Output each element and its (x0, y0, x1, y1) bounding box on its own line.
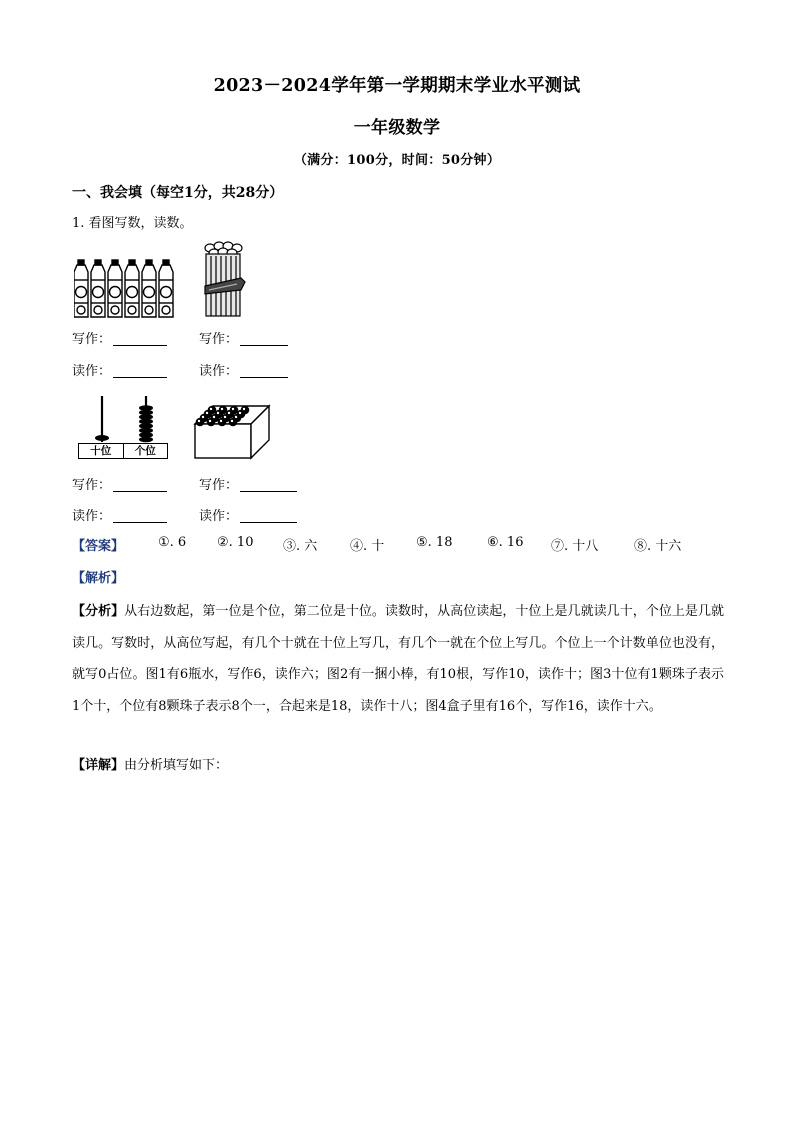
read-label: 读作： (199, 364, 239, 379)
stick-bundle-figure (201, 240, 247, 320)
abacus-tens-label: 十位 (79, 444, 124, 458)
answer-blank[interactable] (113, 477, 167, 492)
detail-line (72, 754, 228, 773)
analysis-tag: 【解析】 (72, 571, 125, 586)
question-text: 1. 看图写数，读数。 (72, 216, 193, 231)
exam-info: （满分：100分，时间：50分钟） (293, 153, 501, 168)
write-label: 写作： (199, 332, 239, 347)
answer-item-8: ⑧. 十六 (634, 539, 682, 554)
read-row-2 (199, 360, 288, 379)
fenxi-text: 从右边数起，第一位是个位，第二位是十位。读数时，从高位读起，十位上是几就读几十，个位上是几就读几。写数时，从高位写起，有几个十就在十位上写几，有几个一就在个位上写几。个位上一个计数单位也没有，就写0占位。图1有6瓶水，写作6，读作六；图2有一捆小棒，有10根，写作10，读作十；图3十位有1颗珠子表示1个十，个位有8颗珠子表示8个一，合起来是18，读作十八；图4盒子里有16个，写作16，读作十六。 (72, 604, 724, 714)
abacus-ones-label: 个位 (134, 445, 156, 457)
answer-item-6: ⑥. 16 (487, 535, 524, 550)
answer-item-3: ③. 六 (283, 539, 318, 554)
answer-blank[interactable] (113, 363, 167, 378)
answer-blank[interactable] (113, 331, 167, 346)
write-row-2 (199, 328, 288, 347)
answer-item-4: ④. 十 (350, 539, 385, 554)
fenxi-tag: 【分析】 (72, 604, 125, 619)
write-label: 写作： (72, 332, 112, 347)
write-row-3 (72, 474, 167, 493)
exam-subtitle: 一年级数学 (353, 118, 441, 138)
read-label: 读作： (72, 509, 112, 524)
answer-blank[interactable] (240, 508, 297, 523)
answer-item-2: ②. 10 (217, 535, 254, 550)
write-label: 写作： (72, 478, 112, 493)
answer-line (72, 535, 724, 553)
ball-box-figure (193, 402, 271, 460)
detail-tag: 【详解】 (72, 758, 125, 773)
detail-text: 由分析填写如下： (124, 758, 229, 773)
read-label: 读作： (72, 364, 112, 379)
answer-blank[interactable] (240, 477, 297, 492)
answer-tag: 【答案】 (72, 539, 125, 554)
read-row-1 (72, 360, 167, 379)
abacus-base (78, 443, 168, 459)
section-heading: 一、我会填（每空1分，共28分） (72, 185, 284, 201)
answer-item-7: ⑦. 十八 (551, 539, 599, 554)
write-row-4 (199, 474, 297, 493)
analysis-paragraph (72, 596, 724, 722)
abacus-figure (78, 392, 170, 460)
read-row-3 (72, 505, 167, 524)
exam-title: 2023－2024学年第一学期期末学业水平测试 (213, 76, 581, 96)
read-label: 读作： (199, 509, 239, 524)
bottles-figure (74, 258, 178, 320)
answer-blank[interactable] (240, 363, 288, 378)
read-row-4 (199, 505, 297, 524)
answer-blank[interactable] (113, 508, 167, 523)
answer-item-1: ①. 6 (158, 535, 187, 550)
write-label: 写作： (199, 478, 239, 493)
abacus-rods (78, 392, 170, 444)
answer-blank[interactable] (240, 331, 288, 346)
answer-item-5: ⑤. 18 (416, 535, 453, 550)
write-row-1 (72, 328, 167, 347)
